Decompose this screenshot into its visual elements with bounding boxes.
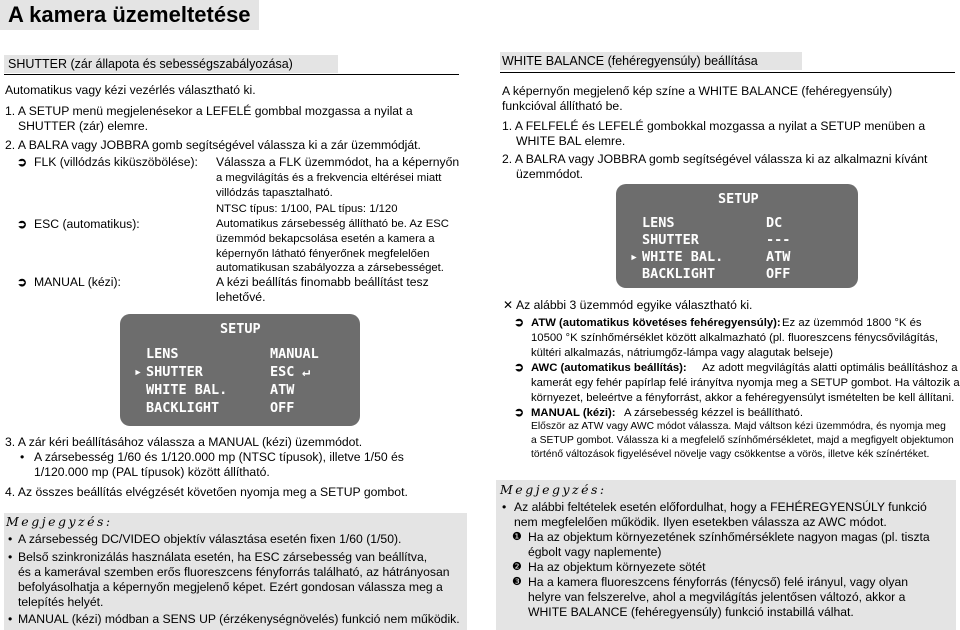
atw-desc-3: kültéri alkalmazás, nátriumgőz-lámpa vagy alagutak belseje) xyxy=(531,347,834,359)
bullet-icon: • xyxy=(8,612,13,626)
divider xyxy=(4,74,459,75)
menu-item-name: SHUTTER xyxy=(146,364,203,380)
bullet-icon: • xyxy=(20,450,25,464)
step-4: 4. Az összes beállítás elvégzését követően nyomja meg a SETUP gombot. xyxy=(5,485,408,499)
menu-item-name: SHUTTER xyxy=(642,232,699,248)
wb-note-1-cont: égbolt vagy naplemente) xyxy=(528,545,662,559)
number-3-icon: ❸ xyxy=(512,576,522,588)
manual-wb-desc-3: a SETUP gombot. Válassza ki a megfelelő színhőmérsékletet, majd a megfigyelt objektumon xyxy=(531,435,954,446)
note-item-cont: telepítés helyét. xyxy=(18,595,104,609)
divider xyxy=(500,72,955,73)
menu-item-value: ESC xyxy=(270,364,295,380)
step-2: 2. A BALRA vagy JOBBRA gomb segítségével válassza ki a zár üzemmódját. xyxy=(5,138,421,152)
menu-item-value: OFF xyxy=(766,266,791,282)
menu-title: SETUP xyxy=(220,321,261,337)
notes-heading: Megjegyzés: xyxy=(500,482,607,497)
esc-desc-2: üzemmód bekapcsolása esetén a kamera a xyxy=(216,233,435,245)
flk-desc-1: Válassza a FLK üzemmódot, ha a képernyőn xyxy=(216,155,460,169)
wb-intro-1: A képernyőn megjelenő kép színe a WHITE BALANCE (fehéregyensúly) xyxy=(502,84,893,98)
wb-step-1: 1. A FELFELÉ és LEFELÉ gombokkal mozgassa a nyilat a SETUP menüben a xyxy=(502,119,926,133)
flk-label: FLK (villódzás kiküszöbölése): xyxy=(34,155,198,169)
step-1: 1. A SETUP menü megjelenésekor a LEFELÉ gombbal mozgassa a nyilat a xyxy=(5,104,413,118)
flk-desc-2: a megvilágítás és a frekvencia eltérései miatt xyxy=(216,172,442,184)
esc-desc-4: automatikusan szabályozza a zársebességet. xyxy=(216,262,444,274)
white-balance-heading: WHITE BALANCE (fehéregyensúly) beállítása xyxy=(500,52,802,70)
esc-label: ESC (automatikus): xyxy=(34,217,140,231)
menu-item-name: WHITE BAL. xyxy=(642,249,724,265)
selection-arrow-icon: ▸ xyxy=(134,364,143,380)
wb-note-3-cont: WHITE BALANCE (fehéregyensúly) funkció instabillá válhat. xyxy=(528,605,854,619)
notes-heading: Megjegyzés: xyxy=(6,514,113,529)
awc-desc-3: környezet, beleértve a fényforrást, akkor a fehéregyensúlyt ismételten be kell állítani. xyxy=(531,392,955,404)
arrow-icon: ➲ xyxy=(514,405,525,419)
menu-item-value: ATW xyxy=(766,249,791,265)
flk-desc-4: NTSC típus: 1/100, PAL típus: 1/120 xyxy=(216,203,398,215)
awc-label: AWC (automatikus beállítás): xyxy=(531,362,687,374)
note-item-cont: és a kamerával szemben erős fluoreszcens fényforrás található, az hátrányosan xyxy=(18,565,450,579)
wb-note-2: Ha az objektum környezete sötét xyxy=(528,560,706,574)
number-2-icon: ❷ xyxy=(512,561,522,573)
manual-label: MANUAL (kézi): xyxy=(34,275,121,289)
wb-step-2: 2. A BALRA vagy JOBBRA gomb segítségével válassza ki az alkalmazni kívánt xyxy=(502,152,928,166)
menu-item-value: --- xyxy=(766,232,791,248)
menu-item-value: ATW xyxy=(270,382,295,398)
manual-wb-desc-4: történő változások figyelésével növelje vagy csökkentse a vörös, illetve kék színértéket. xyxy=(531,449,930,460)
wb-note-1: Ha az objektum környezetének színhőmérséklete nagyon magas (pl. tiszta xyxy=(528,530,930,544)
wb-note-3-cont: helyre van felszerelve, ahol a megvilágítás jelentősen változó, akkor a xyxy=(528,590,906,604)
atw-desc-1: Ez az üzemmód 1800 °K és xyxy=(782,317,922,329)
atw-desc-2: 10500 °K színhőmérséklet között alkalmazható (pl. fluoreszcens fénycsővilágítás, xyxy=(531,332,939,344)
step-1-cont: SHUTTER (zár) elemre. xyxy=(18,119,149,133)
arrow-icon: ➲ xyxy=(17,217,28,231)
wb-note-main-2: nem megfelelően működik. Ilyen esetekben válassza az AWC módot. xyxy=(514,515,887,529)
wb-step-2-cont: üzemmódot. xyxy=(516,167,584,181)
manual-wb-desc-1: A zársebesség kézzel is beállítható. xyxy=(624,407,803,419)
arrow-icon: ➲ xyxy=(17,155,28,169)
note-item-cont: befolyásolhatja a képernyőn megjelenő képet. Ezért gondosan válassza meg a xyxy=(18,580,443,594)
awc-desc-1: Az adott megvilágítás alatti optimális beállításhoz a xyxy=(702,362,958,374)
wb-step-1-cont: WHITE BAL elemre. xyxy=(516,134,626,148)
manual-desc-1: A kézi beállítás finomabb beállítást tesz xyxy=(216,275,429,289)
arrow-icon: ➲ xyxy=(17,275,28,289)
flk-desc-3: villódzás tapasztalható. xyxy=(216,187,333,199)
menu-item-value: MANUAL xyxy=(270,346,319,362)
wb-intro-2: funkcióval állítható be. xyxy=(502,99,623,113)
note-mark-icon: ✕ xyxy=(503,298,514,312)
manual-wb-label: MANUAL (kézi): xyxy=(531,407,616,419)
step-3: 3. A zár kéri beállításához válassza a MANUAL (kézi) üzemmódot. xyxy=(5,435,363,449)
arrow-icon: ➲ xyxy=(514,315,525,329)
selection-arrow-icon: ▸ xyxy=(630,249,639,265)
menu-item-value: OFF xyxy=(270,400,295,416)
menu-item-name: LENS xyxy=(146,346,179,362)
menu-item-name: BACKLIGHT xyxy=(642,266,716,282)
menu-item-name: BACKLIGHT xyxy=(146,400,220,416)
note-item: Belső szinkronizálás használata esetén, ha ESC zársebesség van beállítva, xyxy=(18,550,428,564)
menu-item-name: WHITE BAL. xyxy=(146,382,228,398)
menu-item-value: DC xyxy=(766,215,783,231)
shutter-intro: Automatikus vagy kézi vezérlés választható ki. xyxy=(5,83,256,97)
setup-menu-screenshot xyxy=(120,314,360,426)
esc-desc-3: képernyőn látható fényerőnek megfelelően xyxy=(216,248,430,260)
menu-item-name: LENS xyxy=(642,215,675,231)
manual-desc-2: lehetővé. xyxy=(216,290,266,304)
atw-label: ATW (automatikus követéses fehéregyensúly): xyxy=(531,317,781,329)
bullet-icon: • xyxy=(502,500,507,514)
setup-menu-screenshot xyxy=(616,184,858,288)
awc-desc-2: kamerát egy fehér papírlap felé irányítva nyomja meg a SETUP gombot. Ha változik a xyxy=(531,377,960,389)
enter-icon: ↵ xyxy=(302,364,311,380)
number-1-icon: ❶ xyxy=(512,531,522,543)
menu-title: SETUP xyxy=(718,191,759,207)
esc-desc-1: Automatikus zársebesség állítható be. Az ESC xyxy=(216,218,449,230)
step-3-bullet-1-cont: 1/120.000 mp (PAL típusok) között állítható. xyxy=(34,465,270,479)
wb-note-3: Ha a kamera fluoreszcens fényforrás (fénycső) felé irányul, vagy olyan xyxy=(528,575,909,589)
wb-note-main-1: Az alábbi feltételek esetén előfordulhat, hogy a FEHÉREGYENSÚLY funkció xyxy=(514,500,927,514)
note-item: MANUAL (kézi) módban a SENS UP (érzékenységnövelés) funkció nem működik. xyxy=(18,612,460,626)
manual-wb-desc-2: Először az ATW vagy AWC módot válassza. Majd váltson kézi üzemmódra, és nyomja meg xyxy=(531,421,946,432)
arrow-icon: ➲ xyxy=(514,360,525,374)
bullet-icon: • xyxy=(8,532,13,546)
page-title: A kamera üzemeltetése xyxy=(0,0,259,30)
step-3-bullet-1: A zársebesség 1/60 és 1/120.000 mp (NTSC típusok), illetve 1/50 és xyxy=(34,450,404,464)
shutter-heading: SHUTTER (zár állapota és sebességszabályozása) xyxy=(4,55,338,73)
mode-choice-text: Az alábbi 3 üzemmód egyike választható ki. xyxy=(516,298,753,312)
note-item: A zársebesség DC/VIDEO objektív választása esetén fixen 1/60 (1/50). xyxy=(18,532,402,546)
bullet-icon: • xyxy=(8,550,13,564)
